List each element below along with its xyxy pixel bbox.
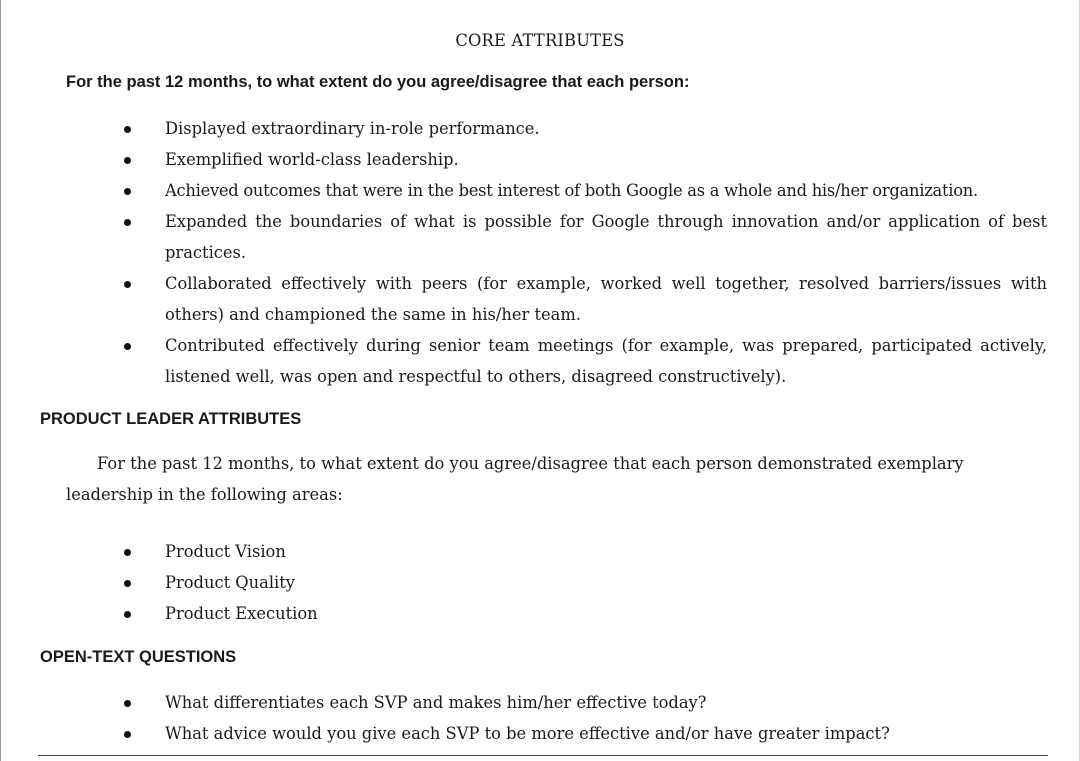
bullet-icon <box>124 343 131 350</box>
bottom-rule <box>38 755 1048 756</box>
product-leader-heading: PRODUCT LEADER ATTRIBUTES <box>40 410 302 428</box>
core-item-6: Contributed effectively during senior team meetings (for example, was prepared, participated actively, listened well, was open and respectful to others, disagreed constructively). <box>165 336 1047 386</box>
bullet-icon <box>124 188 131 195</box>
document-title: CORE ATTRIBUTES <box>455 31 625 50</box>
product-item-execution: Product Execution <box>165 604 318 623</box>
core-item-4: Expanded the boundaries of what is possible for Google through innovation and/or application of best practices. <box>165 212 1047 262</box>
product-item-quality: Product Quality <box>165 573 295 592</box>
bullet-icon <box>124 611 131 618</box>
page-left-edge <box>0 0 1 761</box>
bullet-icon <box>124 700 131 707</box>
bullet-icon <box>124 281 131 288</box>
bullet-icon <box>124 580 131 587</box>
bullet-icon <box>124 549 131 556</box>
core-item-5: Collaborated effectively with peers (for example, worked well together, resolved barriers/issues with others) and championed the same in his/her team. <box>165 274 1047 324</box>
bullet-icon <box>124 731 131 738</box>
bullet-icon <box>124 219 131 226</box>
open-text-heading: OPEN-TEXT QUESTIONS <box>40 648 237 666</box>
core-item-3: Achieved outcomes that were in the best interest of both Google as a whole and his/her organization. <box>165 181 978 200</box>
bullet-icon <box>124 126 131 133</box>
product-item-vision: Product Vision <box>165 542 286 561</box>
open-question-2: What advice would you give each SVP to be more effective and/or have greater impact? <box>165 724 890 743</box>
open-question-1: What differentiates each SVP and makes him/her effective today? <box>165 693 707 712</box>
product-leader-question: For the past 12 months, to what extent do you agree/disagree that each person demonstrated exemplary leadership in the following areas: <box>66 454 964 504</box>
core-item-2: Exemplified world-class leadership. <box>165 150 459 169</box>
bullet-icon <box>124 157 131 164</box>
core-attributes-question: For the past 12 months, to what extent do you agree/disagree that each person: <box>66 73 690 91</box>
core-item-1: Displayed extraordinary in-role performance. <box>165 119 540 138</box>
